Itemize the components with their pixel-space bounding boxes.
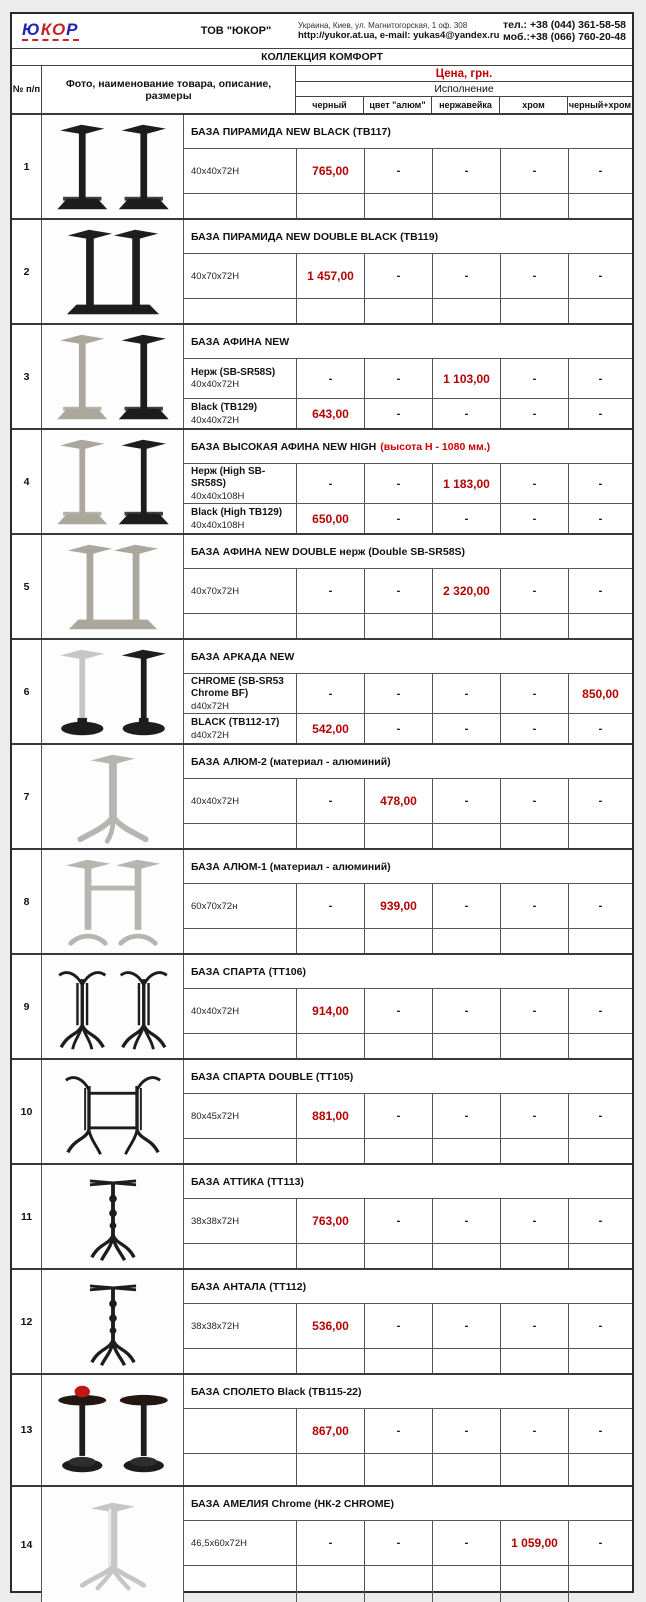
product-title: БАЗА АНТАЛА (ТТ112) bbox=[191, 1280, 307, 1293]
variant-size: d40x72Н bbox=[191, 700, 230, 712]
empty-row bbox=[184, 1138, 632, 1163]
product-title: БАЗА АФИНА NEW bbox=[191, 335, 290, 348]
variant-name: Black (ТВ129) bbox=[191, 402, 258, 413]
price-black: 914,00 bbox=[297, 989, 365, 1033]
price-black: - bbox=[297, 359, 365, 398]
product-photo bbox=[42, 430, 184, 533]
price-black-chrome: - bbox=[598, 165, 603, 177]
row-details bbox=[184, 745, 632, 848]
price-chrome: - bbox=[501, 504, 569, 533]
price-list-page bbox=[10, 12, 634, 1593]
price-chrome: - bbox=[501, 989, 569, 1033]
product-title: БАЗА АФИНА NEW DOUBLE нерж (Double SB-SR58S) bbox=[191, 545, 466, 558]
empty-row bbox=[184, 1565, 632, 1602]
variant-label-cell bbox=[184, 779, 297, 823]
price-black-chrome: - bbox=[598, 1005, 603, 1017]
table-row bbox=[12, 638, 632, 743]
price-header: Цена, грн. bbox=[296, 66, 632, 82]
product-title: БАЗА АМЕЛИЯ Chrome (НК-2 CHROME) bbox=[191, 1497, 395, 1510]
price-black: - bbox=[297, 464, 365, 503]
variant-size: 60x70x72н bbox=[191, 900, 238, 912]
variant-row bbox=[184, 463, 632, 503]
row-number: 5 bbox=[12, 535, 42, 638]
price-black-chrome: 850,00 bbox=[582, 686, 619, 701]
price-stainless: - bbox=[433, 1094, 501, 1138]
empty-row bbox=[184, 1453, 632, 1485]
variant-row bbox=[184, 358, 632, 398]
empty-row bbox=[184, 823, 632, 848]
variant-label-cell bbox=[184, 1521, 297, 1565]
product-photo bbox=[42, 640, 184, 743]
variant-size: d40x72Н bbox=[191, 729, 230, 741]
price-black-chrome: - bbox=[598, 512, 603, 525]
table-row bbox=[12, 218, 632, 323]
price-stainless: - bbox=[433, 504, 501, 533]
price-black: - bbox=[297, 1521, 365, 1565]
price-chrome: - bbox=[501, 149, 569, 193]
row-number: 4 bbox=[12, 430, 42, 533]
price-black-chrome: - bbox=[598, 1537, 603, 1549]
price-black-chrome: - bbox=[598, 477, 603, 490]
price-alum: - bbox=[365, 359, 433, 398]
price-alum: - bbox=[365, 149, 433, 193]
variant-row bbox=[184, 1198, 632, 1243]
row-details bbox=[184, 955, 632, 1058]
product-title: БАЗА АРКАДА NEW bbox=[191, 650, 295, 663]
variant-row bbox=[184, 1408, 632, 1453]
col-header-num: № п/п bbox=[12, 66, 42, 113]
table-row bbox=[12, 533, 632, 638]
variant-size: 40x40x72Н bbox=[191, 165, 240, 177]
variant-label-cell bbox=[184, 1094, 297, 1138]
row-details bbox=[184, 640, 632, 743]
row-number: 2 bbox=[12, 220, 42, 323]
price-stainless: - bbox=[433, 149, 501, 193]
price-black: 881,00 bbox=[297, 1094, 365, 1138]
table-row bbox=[12, 743, 632, 848]
yukor-logo: ЮКОР bbox=[22, 21, 79, 42]
col-header-description: Фото, наименование товара, описание, размеры bbox=[42, 66, 296, 113]
price-black: - bbox=[297, 779, 365, 823]
price-stainless: - bbox=[433, 399, 501, 428]
row-number: 11 bbox=[12, 1165, 42, 1268]
variant-size: 40x40x108Н bbox=[191, 490, 245, 502]
product-title: БАЗА АТТИКА (ТТ113) bbox=[191, 1175, 304, 1188]
variant-size: 40x70x72Н bbox=[191, 585, 240, 597]
price-stainless: - bbox=[433, 714, 501, 743]
price-alum: - bbox=[365, 1304, 433, 1348]
variant-row bbox=[184, 1093, 632, 1138]
price-stainless: - bbox=[433, 884, 501, 928]
product-title: БАЗА АЛЮМ-1 (материал - алюминий) bbox=[191, 860, 391, 873]
price-black: 650,00 bbox=[297, 504, 365, 533]
row-number: 13 bbox=[12, 1375, 42, 1485]
product-title: БАЗА АЛЮМ-2 (материал - алюминий) bbox=[191, 755, 391, 768]
variant-label-cell bbox=[184, 464, 297, 503]
price-black: 765,00 bbox=[297, 149, 365, 193]
empty-row bbox=[184, 193, 632, 218]
product-photo bbox=[42, 325, 184, 428]
variant-label-cell bbox=[184, 149, 297, 193]
company-header bbox=[12, 14, 632, 49]
product-photo bbox=[42, 220, 184, 323]
variant-row bbox=[184, 568, 632, 613]
table-row bbox=[12, 953, 632, 1058]
price-chrome: - bbox=[501, 714, 569, 743]
variant-row bbox=[184, 503, 632, 533]
price-black: 763,00 bbox=[297, 1199, 365, 1243]
variant-row bbox=[184, 253, 632, 298]
price-alum: - bbox=[365, 989, 433, 1033]
price-chrome: - bbox=[501, 1094, 569, 1138]
product-photo bbox=[42, 1375, 184, 1485]
variant-row bbox=[184, 1303, 632, 1348]
price-stainless: 1 103,00 bbox=[433, 359, 501, 398]
variant-label-cell bbox=[184, 674, 297, 713]
table-row bbox=[12, 1373, 632, 1485]
price-alum: 478,00 bbox=[365, 779, 433, 823]
price-stainless: - bbox=[433, 1521, 501, 1565]
variant-row bbox=[184, 988, 632, 1033]
price-black: 1 457,00 bbox=[297, 254, 365, 298]
price-chrome: 1 059,00 bbox=[501, 1521, 569, 1565]
row-details bbox=[184, 850, 632, 953]
price-chrome: - bbox=[501, 1304, 569, 1348]
price-alum: - bbox=[365, 1094, 433, 1138]
price-alum: 939,00 bbox=[365, 884, 433, 928]
price-black-chrome: - bbox=[598, 1425, 603, 1437]
address-line: Украина, Киев, ул. Магнитогорская, 1 оф. 308 bbox=[298, 21, 468, 30]
row-number: 9 bbox=[12, 955, 42, 1058]
col-header-alum: цвет "алюм" bbox=[364, 97, 432, 113]
price-black-chrome: - bbox=[598, 900, 603, 912]
price-alum: - bbox=[365, 464, 433, 503]
price-alum: - bbox=[365, 254, 433, 298]
variant-row bbox=[184, 148, 632, 193]
price-chrome: - bbox=[501, 399, 569, 428]
variant-label-cell bbox=[184, 1199, 297, 1243]
row-details bbox=[184, 1060, 632, 1163]
product-photo bbox=[42, 1165, 184, 1268]
price-chrome: - bbox=[501, 1199, 569, 1243]
variant-label-cell bbox=[184, 1409, 297, 1453]
row-details bbox=[184, 1165, 632, 1268]
price-stainless: - bbox=[433, 1409, 501, 1453]
variant-label-cell bbox=[184, 1304, 297, 1348]
variant-label-cell bbox=[184, 359, 297, 398]
price-stainless: - bbox=[433, 1199, 501, 1243]
product-title: БАЗА СПОЛЕТО Black (ТВ115-22) bbox=[191, 1385, 362, 1398]
price-black-chrome: - bbox=[598, 1215, 603, 1227]
variant-size: 80x45x72Н bbox=[191, 1110, 240, 1122]
variant-name: Нерж (SB-SR58S) bbox=[191, 366, 276, 378]
variant-size: 40x40x72Н bbox=[191, 414, 240, 426]
variant-size: 40x40x72Н bbox=[191, 1005, 240, 1017]
price-alum: - bbox=[365, 714, 433, 743]
variant-label-cell bbox=[184, 254, 297, 298]
table-row bbox=[12, 1485, 632, 1602]
row-number: 3 bbox=[12, 325, 42, 428]
col-header-black-chrome: черный+хром bbox=[568, 100, 632, 110]
empty-row bbox=[184, 1033, 632, 1058]
row-details bbox=[184, 1375, 632, 1485]
row-details bbox=[184, 1270, 632, 1373]
price-stainless: 2 320,00 bbox=[433, 569, 501, 613]
row-details bbox=[184, 430, 632, 533]
logo-cell bbox=[12, 14, 180, 48]
price-column-headers bbox=[296, 97, 632, 113]
variant-row bbox=[184, 1520, 632, 1565]
variant-row bbox=[184, 673, 632, 713]
price-stainless: - bbox=[433, 254, 501, 298]
variant-label-cell bbox=[184, 569, 297, 613]
phone-line: тел.: +38 (044) 361-58-58 bbox=[502, 19, 626, 31]
product-photo bbox=[42, 535, 184, 638]
product-photo bbox=[42, 1487, 184, 1602]
variant-label-cell bbox=[184, 714, 297, 743]
product-rows bbox=[12, 113, 632, 1602]
product-photo bbox=[42, 745, 184, 848]
table-row bbox=[12, 113, 632, 218]
variant-size: 40x40x72Н bbox=[191, 795, 240, 807]
empty-row bbox=[184, 928, 632, 953]
site-email-line: http://yukor.at.ua, e-mail: yukas4@yandex.ru bbox=[298, 30, 500, 41]
table-row bbox=[12, 1268, 632, 1373]
variant-label-cell bbox=[184, 989, 297, 1033]
collection-title: КОЛЛЕКЦИЯ КОМФОРТ bbox=[12, 49, 632, 66]
price-chrome: - bbox=[501, 884, 569, 928]
variant-name: Black (High ТВ129) bbox=[191, 507, 283, 518]
price-chrome: - bbox=[501, 569, 569, 613]
price-black-chrome: - bbox=[598, 407, 603, 420]
table-row bbox=[12, 1163, 632, 1268]
row-number: 1 bbox=[12, 115, 42, 218]
product-title: БАЗА ПИРАМИДА NEW DOUBLE BLACK (ТВ119) bbox=[191, 230, 439, 243]
price-alum: - bbox=[365, 504, 433, 533]
product-photo bbox=[42, 1060, 184, 1163]
table-row bbox=[12, 428, 632, 533]
row-number: 10 bbox=[12, 1060, 42, 1163]
product-title: БАЗА ПИРАМИДА NEW BLACK (ТВ117) bbox=[191, 125, 391, 138]
row-number: 14 bbox=[12, 1487, 42, 1602]
price-alum: - bbox=[365, 569, 433, 613]
mobile-line: моб.:+38 (066) 760-20-48 bbox=[503, 31, 626, 43]
variant-name: Нерж (High SB-SR58S) bbox=[191, 465, 266, 490]
price-black-chrome: - bbox=[598, 270, 603, 282]
variant-row bbox=[184, 778, 632, 823]
price-black-chrome: - bbox=[598, 1110, 603, 1122]
variant-size: 38x38x72Н bbox=[191, 1215, 240, 1227]
price-black-chrome: - bbox=[598, 795, 603, 807]
price-chrome: - bbox=[501, 359, 569, 398]
price-stainless: - bbox=[433, 1304, 501, 1348]
variant-row bbox=[184, 398, 632, 428]
price-chrome: - bbox=[501, 464, 569, 503]
variant-label-cell bbox=[184, 399, 297, 428]
col-header-chrome: хром bbox=[500, 97, 568, 113]
execution-header: Исполнение bbox=[296, 82, 632, 97]
product-title: БАЗА ВЫСОКАЯ АФИНА NEW HIGH (высота Н - 1080 мм.) bbox=[191, 440, 491, 453]
price-chrome: - bbox=[501, 674, 569, 713]
empty-row bbox=[184, 1348, 632, 1373]
phones-block bbox=[490, 14, 632, 48]
product-photo bbox=[42, 850, 184, 953]
price-black: 536,00 bbox=[297, 1304, 365, 1348]
price-chrome: - bbox=[501, 1409, 569, 1453]
price-stainless: 1 183,00 bbox=[433, 464, 501, 503]
price-black-chrome: - bbox=[598, 1320, 603, 1332]
row-number: 12 bbox=[12, 1270, 42, 1373]
empty-row bbox=[184, 613, 632, 638]
price-alum: - bbox=[365, 674, 433, 713]
variant-size: 38x38x72Н bbox=[191, 1320, 240, 1332]
row-details bbox=[184, 535, 632, 638]
price-stainless: - bbox=[433, 674, 501, 713]
product-photo bbox=[42, 955, 184, 1058]
price-black: 643,00 bbox=[297, 399, 365, 428]
row-number: 6 bbox=[12, 640, 42, 743]
product-photo bbox=[42, 115, 184, 218]
variant-name: BLACK (ТВ112-17) bbox=[191, 717, 280, 728]
empty-row bbox=[184, 1243, 632, 1268]
variant-row bbox=[184, 883, 632, 928]
price-black: 867,00 bbox=[297, 1409, 365, 1453]
empty-row bbox=[184, 298, 632, 323]
product-title: БАЗА СПАРТА DOUBLE (ТТ105) bbox=[191, 1070, 354, 1083]
variant-size: 40x40x72Н bbox=[191, 379, 240, 391]
table-header bbox=[12, 66, 632, 113]
row-number: 8 bbox=[12, 850, 42, 953]
price-stainless: - bbox=[433, 989, 501, 1033]
price-chrome: - bbox=[501, 254, 569, 298]
variant-size: 46,5x60x72Н bbox=[191, 1537, 247, 1549]
price-alum: - bbox=[365, 1199, 433, 1243]
product-title: БАЗА СПАРТА (ТТ106) bbox=[191, 965, 306, 978]
variant-label-cell bbox=[184, 884, 297, 928]
row-details bbox=[184, 220, 632, 323]
price-black: - bbox=[297, 569, 365, 613]
address-block bbox=[292, 14, 500, 48]
table-row bbox=[12, 1058, 632, 1163]
table-row bbox=[12, 848, 632, 953]
variant-name: CHROME (SB-SR53 Chrome BF) bbox=[191, 675, 284, 700]
price-header-group bbox=[296, 66, 632, 113]
price-alum: - bbox=[365, 1521, 433, 1565]
price-black-chrome: - bbox=[598, 585, 603, 597]
variant-size: 40x70x72Н bbox=[191, 270, 240, 282]
row-number: 7 bbox=[12, 745, 42, 848]
col-header-black: черный bbox=[296, 97, 364, 113]
price-stainless: - bbox=[433, 779, 501, 823]
price-black-chrome: - bbox=[598, 372, 603, 385]
price-black: 542,00 bbox=[297, 714, 365, 743]
row-details bbox=[184, 325, 632, 428]
variant-label-cell bbox=[184, 504, 297, 533]
table-row bbox=[12, 323, 632, 428]
row-details bbox=[184, 1487, 632, 1602]
variant-row bbox=[184, 713, 632, 743]
price-alum: - bbox=[365, 1409, 433, 1453]
price-alum: - bbox=[365, 399, 433, 428]
price-chrome: - bbox=[501, 779, 569, 823]
price-black: - bbox=[297, 884, 365, 928]
col-header-stainless: нержавейка bbox=[432, 97, 500, 113]
row-details bbox=[184, 115, 632, 218]
variant-size: 40x40x108Н bbox=[191, 519, 245, 531]
price-black: - bbox=[297, 674, 365, 713]
price-black-chrome: - bbox=[598, 722, 603, 735]
company-name: ТОВ "ЮКОР" bbox=[200, 25, 272, 37]
product-photo bbox=[42, 1270, 184, 1373]
